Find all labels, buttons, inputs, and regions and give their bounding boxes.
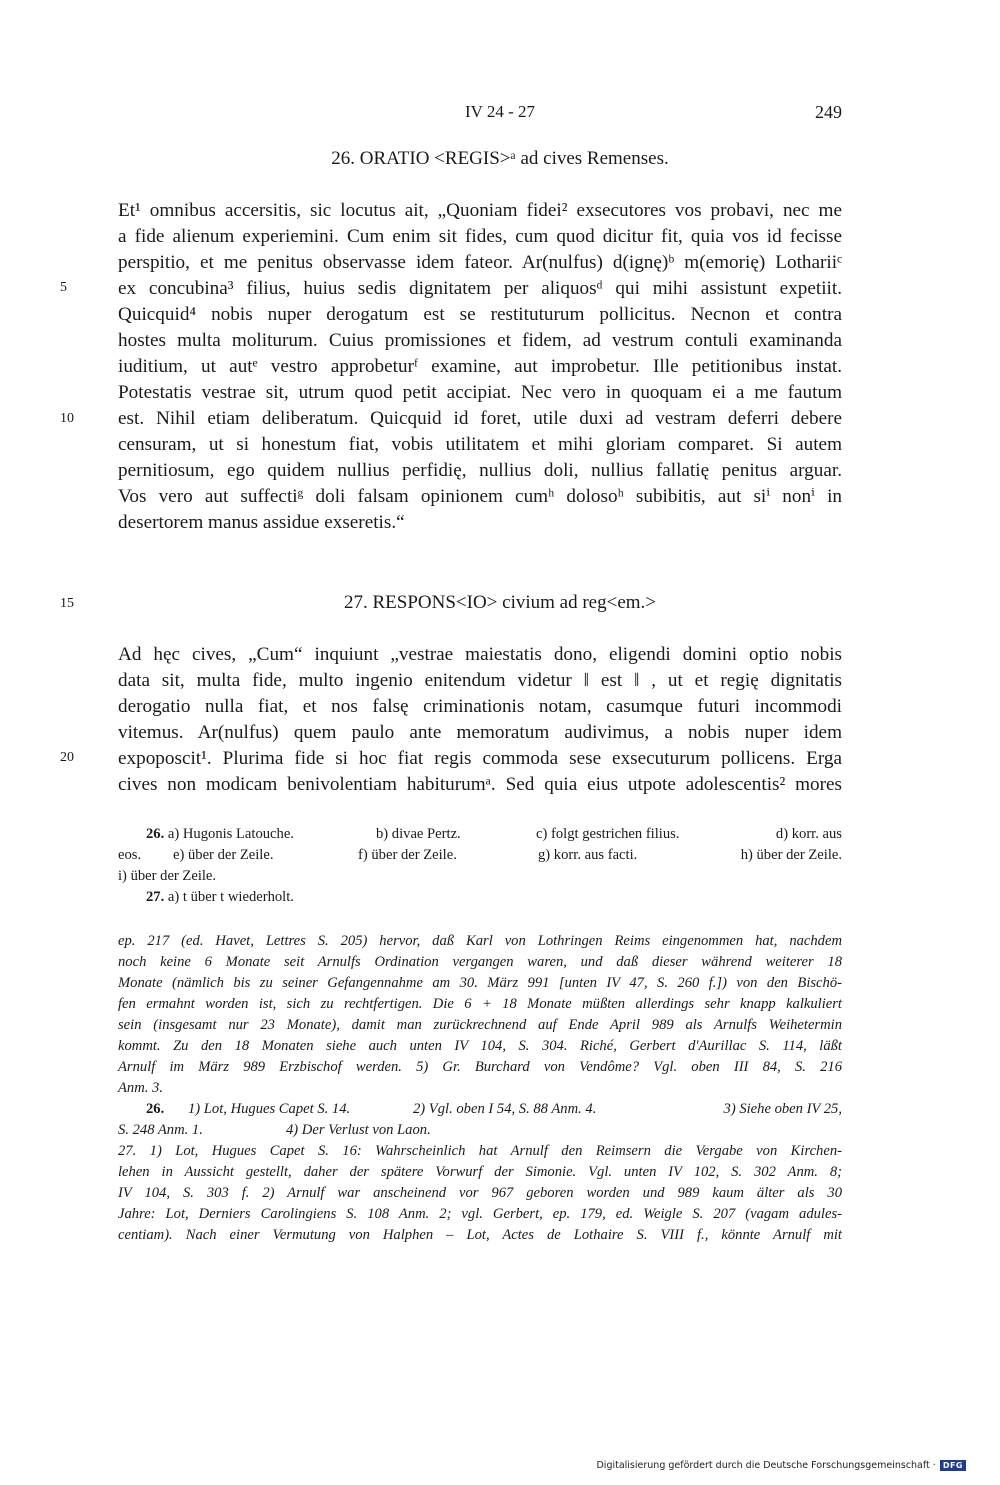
apparatus-note: c) folgt gestrichen filius. [536, 826, 680, 842]
section-27-heading: 27. RESPONS<IO> civium ad reg<em.> [343, 592, 656, 613]
text-line: derogatio nulla fiat, et nos falsę criminationis notam, casumque futuri incommodi [118, 696, 842, 717]
text-line: est. Nihil etiam deliberatum. Quicquid id foret, utile duxi ad vestram deferri debere [118, 408, 842, 429]
line-number: 15 [60, 596, 74, 611]
commentary-line: noch keine 6 Monate seit Arnulfs Ordination vergangen waren, und daß dieser während weiterer 18 [118, 954, 842, 970]
line-number: 20 [60, 750, 74, 765]
text-line: expoposcit¹. Plurima fide si hoc fiat regis commoda sese exsecuturum pollicens. Erga [118, 748, 842, 769]
apparatus-note: e) über der Zeile. [173, 847, 274, 863]
text-line: Et¹ omnibus accersitis, sic locutus ait, „Quoniam fidei² exsecutores vos probavi, nec me [118, 200, 842, 221]
text-line: Potestatis vestrae sit, utrum quod petit accipiat. Nec vero in quoquam ei a me fautum [118, 382, 842, 403]
apparatus-note: g) korr. aus facti. [538, 847, 638, 863]
commentary-label: 26. [146, 1101, 165, 1117]
apparatus-note: h) über der Zeile. [740, 847, 842, 863]
apparatus-note: eos. [118, 847, 142, 863]
text-line: cives non modicam benivolentiam habiturumᵃ. Sed quia eius utpote adolescentis² mores [118, 774, 842, 795]
page-number: 249 [815, 102, 842, 122]
apparatus-note: a) t über t wiederholt. [167, 889, 294, 905]
text-line: perspitio, et me penitus observasse idem fateor. Ar(nulfus) d(ignę)ᵇ m(emorię) Lothariiᶜ [118, 252, 842, 273]
commentary-note: 3) Siehe oben IV 25, [723, 1101, 842, 1117]
text-line: data sit, multa fide, multo ingenio enitendum videtur ‖ est ‖ , ut et regię dignitatis [118, 670, 842, 691]
commentary-line: lehen in Aussicht gestellt, daher der spätere Vorwurf der Simonie. Vgl. unten IV 102, S. 302 Anm. 8; [118, 1164, 842, 1180]
text-line: Ad hęc cives, „Cum“ inquiunt „vestrae maiestatis dono, eligendi domini optio nobis [118, 644, 842, 665]
text-line: a fide alienum experiemini. Cum enim sit fides, cum quod dicitur fit, quia vos id fecisse [118, 226, 842, 247]
commentary-note: S. 248 Anm. 1. [118, 1122, 203, 1138]
commentary-line: IV 104, S. 303 f. 2) Arnulf war anscheinend vor 967 geboren worden und 989 kaum älter als 30 [118, 1185, 842, 1201]
text-line: iuditium, ut autᵉ vestro approbeturᶠ examine, aut improbetur. Ille petitionibus instat. [118, 356, 842, 377]
text-line: desertorem manus assidue exseretis.“ [118, 512, 405, 533]
commentary-line: sein (insgesamt nur 23 Monate), damit man zurückrechnend auf Ende April 989 als Arnulfs Weihetermin [118, 1017, 842, 1033]
commentary-line: Anm. 3. [118, 1080, 163, 1096]
commentary-note: 4) Der Verlust von Laon. [286, 1122, 431, 1138]
apparatus-label: 26. [146, 826, 165, 842]
apparatus-note: i) über der Zeile. [118, 868, 217, 884]
section-26-heading: 26. ORATIO <REGIS>ᵃ ad cives Remenses. [331, 148, 669, 169]
commentary-line: fen ermahnt worden ist, sich zu rechtfertigen. Die 6 + 18 Monate müßten allerdings sehr knapp kalkuliert [118, 996, 842, 1012]
commentary-line [118, 1099, 842, 1120]
apparatus-line [118, 824, 842, 845]
credit-text: Digitalisierung gefördert durch die Deutsche Forschungsgemeinschaft · [596, 1460, 936, 1471]
apparatus-note: a) Hugonis Latouche. [167, 826, 294, 842]
commentary-line: Monate (nämlich bis zu seiner Gefangennahme am 30. März 991 [unten IV 47, S. 260 f.]) von den Bischö- [118, 975, 842, 991]
commentary-line: Arnulf im März 989 Erzbischof werden. 5) Gr. Burchard von Vendôme? Vgl. oben III 84, S. 216 [118, 1059, 842, 1075]
commentary-line: centiam). Nach einer Vermutung von Halphen – Lot, Actes de Lothaire S. VIII f., könnte Arnulf mit [118, 1227, 842, 1243]
dfg-logo-icon: DFG [940, 1460, 966, 1471]
text-line: ex concubina³ filius, huius sedis dignitatem per aliquosᵈ qui mihi assistunt expetiit. [118, 278, 842, 299]
commentary-note: 2) Vgl. oben I 54, S. 88 Anm. 4. [413, 1101, 597, 1117]
line-number: 5 [60, 280, 67, 295]
line-number: 10 [60, 411, 74, 426]
commentary-note: 1) Lot, Hugues Capet S. 14. [188, 1101, 351, 1117]
running-head: IV 24 - 27 [464, 102, 536, 121]
apparatus-note: b) divae Pertz. [376, 826, 461, 842]
apparatus-line [118, 887, 842, 908]
text-line: Vos vero aut suffectiᵍ doli falsam opinionem cumʰ dolosoʰ subibitis, aut siⁱ nonⁱ in [118, 486, 842, 507]
commentary-line [118, 1120, 842, 1141]
apparatus-label: 27. [146, 889, 165, 905]
text-line: censuram, ut si honestum fiat, vobis utilitatem et mihi gloriam comparet. Si autem [118, 434, 842, 455]
apparatus-line [118, 845, 842, 866]
commentary-line: 27. 1) Lot, Hugues Capet S. 16: Wahrscheinlich hat Arnulf den Reimsern die Vergabe von Kirchen- [118, 1143, 842, 1159]
commentary-line: kommt. Zu den 18 Monaten siehe auch unten IV 104, S. 304. Riché, Gerbert d'Aurillac S. 114, läßt [118, 1038, 842, 1054]
commentary-line: ep. 217 (ed. Havet, Lettres S. 205) hervor, daß Karl von Lothringen Reims eingenommen hat, nachdem [118, 933, 842, 949]
text-line: Quicquid⁴ nobis nuper derogatum est se restituturum pollicitus. Necnon et contra [118, 304, 842, 325]
text-line: pernitiosum, ego quidem nullius perfidię, nullius doli, nullius fallatię penitus arguar. [118, 460, 842, 481]
text-line: vitemus. Ar(nulfus) quem paulo ante memoratum audivimus, a nobis nuper idem [118, 722, 842, 743]
apparatus-note: f) über der Zeile. [358, 847, 457, 863]
apparatus-note: d) korr. aus [775, 826, 842, 842]
digitization-credit [596, 1460, 966, 1471]
text-line: hostes multa moliturum. Cuius promissiones et fidem, ad vestrum contuli examinanda [118, 330, 842, 351]
commentary-line: Jahre: Lot, Derniers Carolingiens S. 108 Anm. 2; vgl. Gerbert, ep. 179, ed. Weigle S. 207 (vagam adules- [118, 1206, 842, 1222]
